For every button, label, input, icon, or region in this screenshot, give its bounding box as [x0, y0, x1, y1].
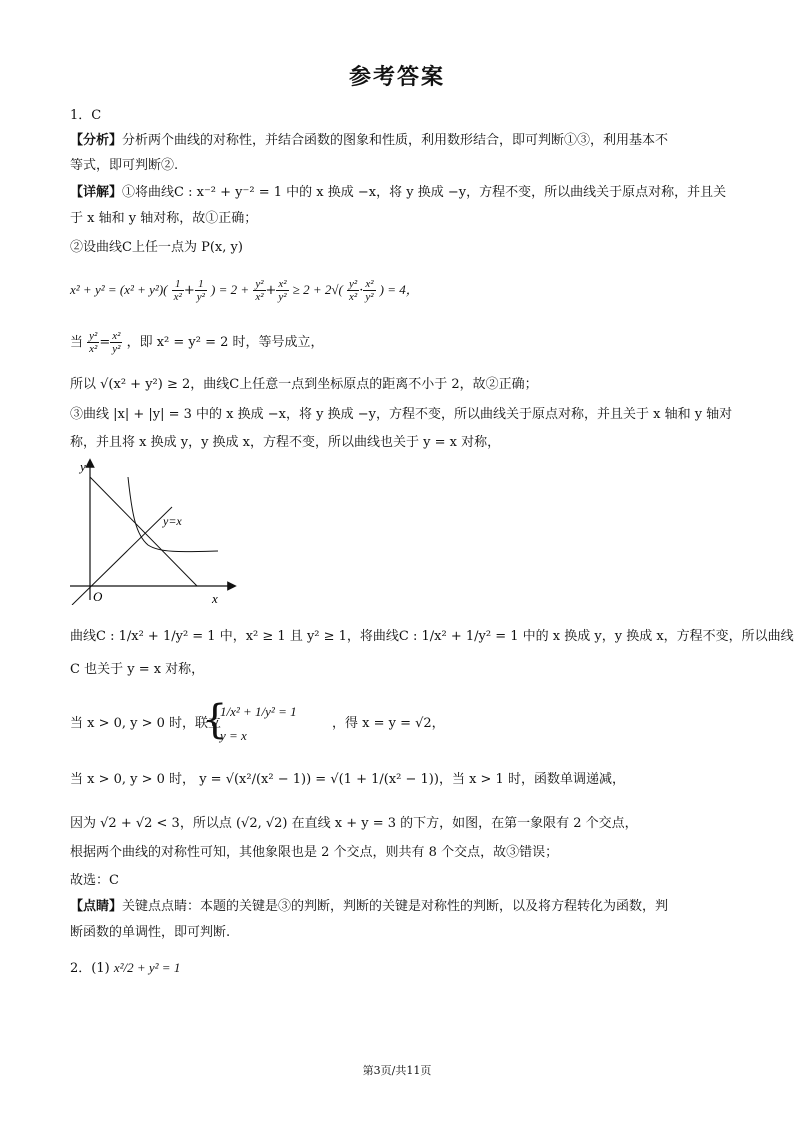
q1-formula-row: x² + y² = (x² + y²)( $\frac{1}{\text{x²}}$ + $\frac{1}{\text{y²}}$ ) = 2 + $\frac{\text{y²}}{\text{x²}}$ + $\frac{\text{x²}}{\text{y²}}$ ≥ 2 + 2√( $\frac{\text{y²}}{\text{x²}}$ · $\frac{\text{x²}}{\text{y²}}$ ) = 4， — [70, 278, 419, 303]
formula-part-d: ) = 4， — [379, 282, 419, 297]
q1-c3-line-2: 称，并且将 x 换成 y，y 换成 x，方程不变，所以曲线也关于 y = x 对称， — [70, 435, 501, 450]
detail-text-1: ①将曲线C : x⁻² + y⁻² = 1 中的 x 换成 −x，将 y 换成 −y，方程不变，所以曲线关于原点对称，并且关 — [122, 185, 727, 200]
formula-part-a: x² + y² = (x² + y²)( — [70, 282, 168, 297]
q2-row — [70, 958, 730, 979]
system-eq-1: 1/x² + 1/y² = 1 — [220, 704, 297, 719]
q1-detail-1 — [70, 183, 730, 203]
key-text-1: 关键点点睛：本题的关键是③的判断，判断的关键是对称性的判断，以及将方程转化为函数，判 — [122, 899, 669, 914]
frac-x2-y2: $\frac{\text{x²}}{\text{y²}}$ — [278, 278, 287, 303]
analysis-text-1: 分析两个曲线的对称性，并结合函数的图象和性质，利用数形结合，即可判断①③，利用基本不 — [122, 133, 669, 148]
formula-part-c: ≥ 2 + 2√( — [292, 282, 343, 297]
q1-because-line: 因为 √2 + √2 < 3，所以点 (√2, √2) 在直线 x + y = 3 的下方，如图，在第一象限有 2 个交点， — [70, 816, 638, 831]
line-label: y=x — [163, 514, 182, 528]
q1-system-row — [70, 697, 730, 748]
when-label: 当 — [70, 335, 84, 350]
origin-label: O — [93, 589, 103, 604]
y-axis-label: y — [80, 459, 86, 474]
page-title: 参考答案 — [348, 65, 445, 90]
system-pre: 当 x > 0, y > 0 时，联立 — [70, 716, 222, 731]
q1-detail-2: 于 x 轴和 y 轴对称，故①正确； — [70, 211, 258, 226]
frac-x2-y2-b: $\frac{\text{x²}}{\text{y²}}$ — [365, 278, 374, 303]
q2-label: 2．(1) — [70, 961, 110, 976]
analysis-tag: 【分析】 — [70, 133, 123, 148]
q1-so-line: 所以 √(x² + y²) ≥ 2，曲线C上任意一点到坐标原点的距离不小于 2，故②正确； — [70, 377, 538, 392]
frac-x2-y2-c: $\frac{\text{x²}}{\text{y²}}$ — [112, 330, 121, 355]
frac-y2-x2: $\frac{\text{y²}}{\text{x²}}$ — [255, 278, 264, 303]
frac-1-y2: $\frac{1}{\text{y²}}$ — [196, 278, 205, 303]
system-eq-2: y = x — [220, 728, 247, 743]
line-x-plus-y-eq-3 — [90, 477, 197, 586]
q1-choose: 故选：C — [70, 873, 119, 888]
system-post: ，得 x = y = √2， — [332, 716, 445, 731]
q1-symmetry-line: 根据两个曲线的对称性可知，其他象限也是 2 个交点，则共有 8 个交点，故③错误； — [70, 845, 559, 860]
q1-analysis-1 — [70, 131, 730, 151]
frac-y2-x2-c: $\frac{\text{y²}}{\text{x²}}$ — [89, 330, 98, 355]
system-brace: { — [202, 697, 228, 743]
q1-analysis-2: 等式，即可判断②. — [70, 158, 179, 173]
q1-curve-line-1: 曲线C : 1/x² + 1/y² = 1 中，x² ≥ 1 且 y² ≥ 1，将曲线C : 1/x² + 1/y² = 1 中的 x 换成 y，y 换成 x，方程不变，所以曲线 — [70, 629, 794, 644]
q1-c3-line-1: ③曲线 |x| + |y| = 3 中的 x 换成 −x，将 y 换成 −y，方程不变，所以曲线关于原点对称，并且关于 x 轴和 y 轴对 — [70, 407, 733, 422]
formula-part-b: ) = 2 + — [211, 282, 250, 297]
frac-1-x2: $\frac{1}{\text{x²}}$ — [173, 278, 182, 303]
q1-key-2: 断函数的单调性，即可判断. — [70, 925, 231, 940]
frac-y2-x2-b: $\frac{\text{y²}}{\text{x²}}$ — [349, 278, 358, 303]
q1-label: 1．C — [70, 108, 102, 123]
key-tag: 【点睛】 — [70, 899, 123, 914]
q1-curve-line-2: C 也关于 y = x 对称， — [70, 662, 205, 677]
line-y-eq-x — [72, 507, 172, 605]
q1-monotonic-line: 当 x > 0, y > 0 时， y = √(x²/(x² − 1)) = √(1 + 1/(x² − 1))，当 x > 1 时，函数单调递减， — [70, 772, 625, 787]
q2-answer: x²/2 + y² = 1 — [113, 960, 181, 975]
x-axis-label: x — [212, 591, 218, 605]
page-footer: 第3页/共11页 — [362, 1064, 432, 1077]
q1-key-1 — [70, 897, 730, 917]
q1-equality-row: 当 $\frac{\text{y²}}{\text{x²}}$ = $\frac{\text{x²}}{\text{y²}}$ ，即 x² = y² = 2 时，等号成立， — [70, 330, 324, 355]
detail-tag: 【详解】 — [70, 185, 123, 200]
q1-detail-3: ②设曲线C上任一点为 P(x, y) — [70, 240, 243, 255]
equality-text: ，即 x² = y² = 2 时，等号成立， — [126, 335, 324, 350]
curve-graph — [62, 455, 237, 605]
